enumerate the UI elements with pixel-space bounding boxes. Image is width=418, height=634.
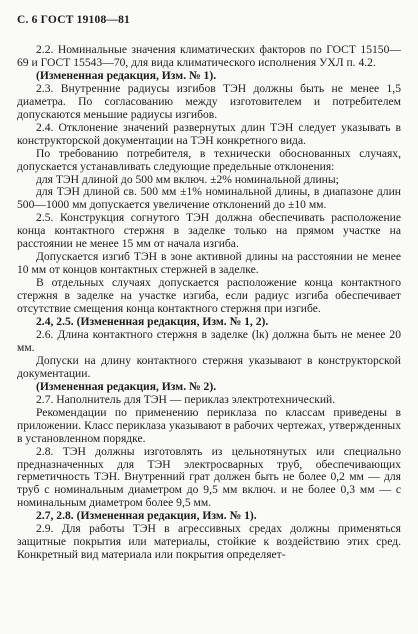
paragraph: для ТЭН длиной до 500 мм включ. ±2% номинальной длины;: [36, 172, 339, 186]
amendment-note: (Измененная редакция, Изм. № 2).: [36, 379, 217, 393]
paragraph: Допускается изгиб ТЭН в зоне активной длины на расстоянии не менее 10 мм от концов контактных стержней в заделке.: [17, 250, 401, 277]
amendment-note: (Измененная редакция, Изм. № 1).: [36, 68, 217, 82]
paragraph-2-8: 2.8. ТЭН должны изготовлять из цельнотянутых или специально предназначенных для ТЭН электросварных труб, обеспечивающих герметичность ТЭН. Внутренний грат должен быть не более 0,2 мм — для труб с номинальным диаметром до 9,5 мм включ. и не более 0,3 мм — с номинальным диаметром более 9,5 мм.: [17, 444, 401, 510]
paragraph-2-7: 2.7. Наполнитель для ТЭН — периклаз электротехнический.: [36, 392, 336, 406]
paragraph: По требованию потребителя, в технически обоснованных случаях, допускается устанавливать следующие предельные отклонения:: [17, 146, 401, 173]
paragraph-2-4: 2.4. Отклонение значений развернутых длин ТЭН следует указывать в конструкторской документации на ТЭН конкретного вида.: [17, 120, 401, 147]
page-header: С. 6 ГОСТ 19108—81: [17, 14, 130, 26]
paragraph: Рекомендации по применению периклаза по классам приведены в приложении. Класс периклаза указывают в рабочих чертежах, утвержденных в установленном порядке.: [17, 405, 401, 445]
paragraph-2-3: 2.3. Внутренние радиусы изгибов ТЭН должны быть не менее 1,5 диаметра. По согласованию между изготовителем и потребителем допускаются меньшие радиусы изгибов.: [17, 81, 401, 121]
paragraph-2-5: 2.5. Конструкция согнутого ТЭН должна обеспечивать расположение конца контактного стержня в заделке только на прямом участке на расстоянии не менее 15 мм от начала изгиба.: [17, 211, 401, 251]
paragraph-2-6: 2.6. Длина контактного стержня в заделке (lк) должна быть не менее 20 мм.: [17, 327, 401, 354]
paragraph-2-9: 2.9. Для работы ТЭН в агрессивных средах должны применяться защитные покрытия или материалы, стойкие к воздействию этих сред. Конкретный вид материала или покрытия определяет-: [17, 522, 401, 562]
document-body: [17, 44, 401, 562]
amendment-note: 2.7, 2.8. (Измененная редакция, Изм. № 1).: [36, 509, 257, 523]
paragraph-2-2: 2.2. Номинальные значения климатических факторов по ГОСТ 15150—69 и ГОСТ 15543—70, для вида климатического исполнения УХЛ п. 4.2.: [17, 43, 401, 69]
paragraph: для ТЭН длиной св. 500 мм ±1% номинальной длины, в диапазоне длин 500—1000 мм допускается увеличение отклонений до ±10 мм.: [17, 185, 401, 212]
paragraph: Допуски на длину контактного стержня указывают в конструкторской документации.: [17, 353, 401, 380]
amendment-note: 2.4, 2.5. (Измененная редакция, Изм. № 1, 2).: [36, 315, 269, 329]
paragraph: В отдельных случаях допускается расположение конца контактного стержня в заделке на участке изгиба, если радиус изгиба обеспечивает отсутствие смещения конца контактного стержня при изгибе.: [17, 276, 401, 316]
